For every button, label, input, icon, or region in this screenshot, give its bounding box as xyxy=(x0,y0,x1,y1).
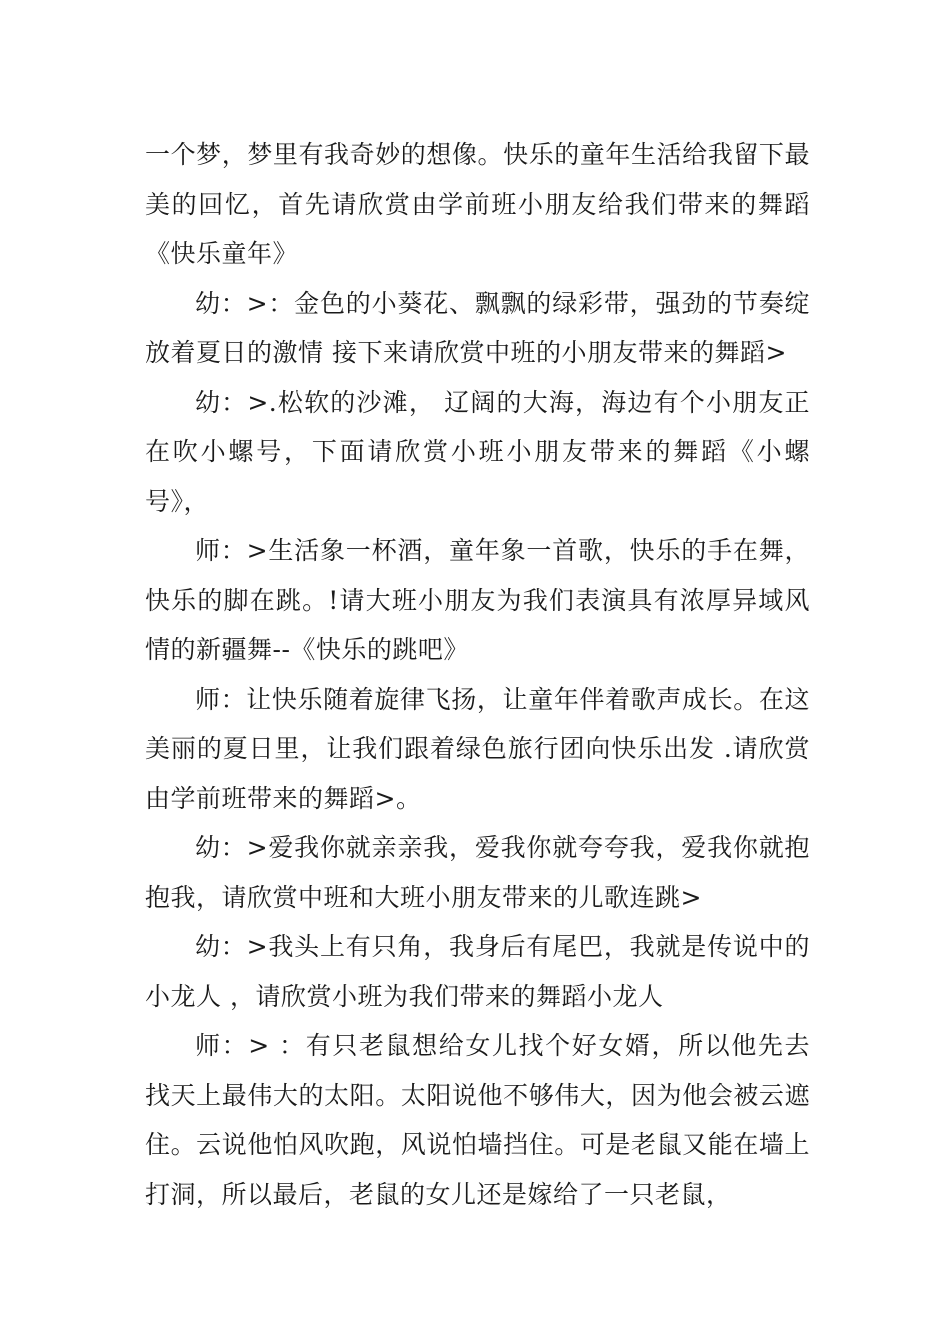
paragraph-xinjiang-dance: 师：>生活象一杯酒，童年象一首歌，快乐的手在舞，快乐的脚在跳。!请大班小朋友为我们表演具有浓厚异域风情的新疆舞--《快乐的跳吧》 xyxy=(145,536,810,664)
document-body xyxy=(145,130,810,1219)
paragraph-song-medley: 幼：>爱我你就亲亲我，爱我你就夸夸我，爱我你就抱抱我，请欣赏中班和大班小朋友带来的儿歌连跳> xyxy=(145,833,810,912)
paragraph-intro: 一个梦，梦里有我奇妙的想像。快乐的童年生活给我留下最美的回忆，首先请欣赏由学前班小朋友给我们带来的舞蹈《快乐童年》 xyxy=(145,140,810,268)
paragraph-mouse-story: 师：> ：有只老鼠想给女儿找个好女婿，所以他先去找天上最伟大的太阳。太阳说他不够伟大，因为他会被云遮住。云说他怕风吹跑，风说怕墙挡住。可是老鼠又能在墙上打洞，所以最后，老鼠的女儿还是嫁给了一只老鼠， xyxy=(145,1031,810,1209)
paragraph-sunflower-dance: 幼：>：金色的小葵花、飘飘的绿彩带，强劲的节奏绽放着夏日的激情 接下来请欣赏中班的小朋友带来的舞蹈> xyxy=(145,288,810,367)
paragraph-little-dragon: 幼：>我头上有只角，我身后有尾巴，我就是传说中的小龙人 ，请欣赏小班为我们带来的舞蹈小龙人 xyxy=(145,932,810,1011)
paragraph-green-travel: 师：让快乐随着旋律飞扬，让童年伴着歌声成长。在这美丽的夏日里，让我们跟着绿色旅行团向快乐出发 .请欣赏由学前班带来的舞蹈>。 xyxy=(145,684,810,813)
paragraph-conch-dance: 幼：>.松软的沙滩， 辽阔的大海，海边有个小朋友正在吹小螺号，下面请欣赏小班小朋友带来的舞蹈《小螺号》， xyxy=(145,387,810,516)
